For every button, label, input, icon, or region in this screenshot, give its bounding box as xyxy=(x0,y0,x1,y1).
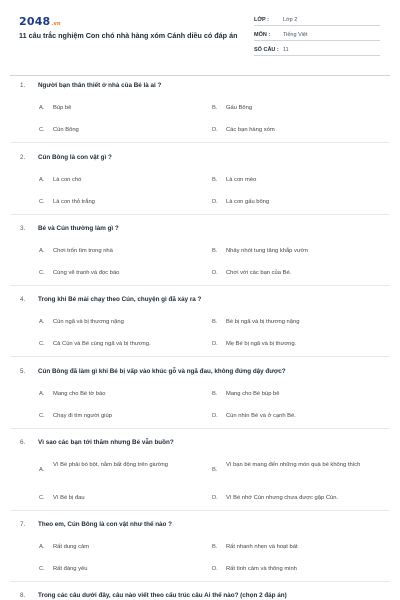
question-text: Trong các câu dưới đây, câu nào viết theo cấu trúc câu Ai thế nào? (chọn 2 đáp án) xyxy=(38,592,287,599)
option-text: Rất nhanh nhẹn và hoạt bát xyxy=(226,544,298,550)
option-letter: B. xyxy=(212,105,218,111)
question-number: 7. xyxy=(20,521,26,528)
option-letter: A. xyxy=(39,177,45,183)
question-text: Vì sao các bạn tới thăm nhưng Bé vẫn buồn? xyxy=(38,439,174,446)
meta-question-count xyxy=(254,45,380,56)
option-letter: B. xyxy=(212,248,218,254)
option-text: Là con mèo xyxy=(226,177,257,183)
option-letter: D. xyxy=(212,270,218,276)
option-letter: D. xyxy=(212,495,218,501)
question-separator xyxy=(10,581,390,582)
option-letter: B. xyxy=(212,177,218,183)
document-header xyxy=(0,0,400,80)
option-letter: A. xyxy=(39,105,45,111)
option-text: Mẹ Bé bị ngã và bị thương. xyxy=(226,341,297,347)
option-letter: A. xyxy=(39,544,45,550)
option-text: Rất dung cảm xyxy=(53,544,90,550)
option-text: Cùng vẽ tranh và đọc báo xyxy=(53,270,120,276)
header-divider xyxy=(10,75,390,76)
option-text: Bé bị ngã và bị thương nặng xyxy=(226,319,300,325)
meta-value: 11 xyxy=(283,47,289,53)
option-letter: B. xyxy=(212,391,218,397)
question-number: 6. xyxy=(20,439,26,446)
option-text: Các bạn hàng xóm xyxy=(226,127,275,133)
meta-key: SỐ CÂU : xyxy=(254,47,279,53)
option-letter: A. xyxy=(39,248,45,254)
option-letter: C. xyxy=(39,270,45,276)
question-number: 1. xyxy=(20,82,26,89)
option-text: Gấu Bông xyxy=(226,105,253,111)
option-text: Là con chó xyxy=(53,177,82,183)
question-separator xyxy=(10,285,390,286)
option-letter: A. xyxy=(39,467,45,473)
logo-suffix: .vn xyxy=(51,21,61,27)
question-separator xyxy=(10,428,390,429)
site-logo[interactable] xyxy=(19,15,61,28)
option-letter: C. xyxy=(39,413,45,419)
meta-grade xyxy=(254,15,380,26)
question-text: Người bạn thân thiết ở nhà của Bé là ai ? xyxy=(38,82,162,89)
option-letter: D. xyxy=(212,199,218,205)
option-text: Cún ngã và bị thương nặng xyxy=(53,319,124,325)
logo-text: 2048 xyxy=(19,15,51,28)
question-number: 3. xyxy=(20,225,26,232)
question-text: Cún Bông đã làm gì khi Bé bị vấp vào khúc gỗ và ngã đau, không đứng dậy được? xyxy=(38,368,286,375)
question-separator xyxy=(10,214,390,215)
option-text: Vì Bé nhớ Cún nhưng chưa được gặp Cún. xyxy=(226,495,339,501)
meta-key: LỚP : xyxy=(254,17,269,23)
option-letter: D. xyxy=(212,566,218,572)
document-title: 11 câu trắc nghiệm Con chó nhà hàng xóm Cánh diều có đáp án xyxy=(19,31,238,40)
option-text: Mang cho Bé tờ báo xyxy=(53,391,106,397)
option-text: Chạy đi tìm người giúp xyxy=(53,413,112,419)
option-letter: C. xyxy=(39,127,45,133)
option-letter: D. xyxy=(212,341,218,347)
option-text: Búp bê xyxy=(53,105,72,111)
option-text: Rất tình cảm và thông minh xyxy=(226,566,297,572)
question-number: 2. xyxy=(20,154,26,161)
option-letter: C. xyxy=(39,495,45,501)
question-separator xyxy=(10,142,390,143)
option-letter: B. xyxy=(212,467,218,473)
option-letter: C. xyxy=(39,199,45,205)
option-text: Chơi với các bạn của Bé. xyxy=(226,270,292,276)
question-separator xyxy=(10,510,390,511)
option-text: Vì Bé bị đau xyxy=(53,495,85,501)
question-text: Trong khi Bé mải chạy theo Cún, chuyện gì đã xảy ra ? xyxy=(38,296,202,303)
option-text: Vì bạn bè mang đến những món quà bé không thích xyxy=(226,462,361,468)
option-letter: A. xyxy=(39,319,45,325)
option-text: Là con gấu bông xyxy=(226,199,270,205)
question-number: 4. xyxy=(20,296,26,303)
option-letter: B. xyxy=(212,319,218,325)
option-text: Cún nhìn Bé và ở cạnh Bé. xyxy=(226,413,296,419)
option-text: Là con thỏ trắng xyxy=(53,199,95,205)
option-text: Rất đáng yêu xyxy=(53,566,88,572)
option-text: Mang cho Bé búp bê xyxy=(226,391,280,397)
question-number: 5. xyxy=(20,368,26,375)
question-text: Bé và Cún thường làm gì ? xyxy=(38,225,119,232)
option-text: Cả Cún và Bé cùng ngã và bị thương. xyxy=(53,341,151,347)
meta-value: Lớp 2 xyxy=(283,17,298,23)
question-text: Theo em, Cún Bông là con vật như thế nào ? xyxy=(38,521,172,528)
question-text: Cún Bông là con vật gì ? xyxy=(38,154,112,161)
option-text: Chơi trốn tìm trong nhà xyxy=(53,248,113,254)
option-text: Vì Bé phải bó bột, nằm bất động trên giường xyxy=(53,462,169,468)
option-letter: A. xyxy=(39,391,45,397)
option-letter: C. xyxy=(39,341,45,347)
option-text: Cún Bông xyxy=(53,127,79,133)
option-letter: D. xyxy=(212,127,218,133)
option-letter: C. xyxy=(39,566,45,572)
option-text: Nhảy nhót tung tăng khắp vườn xyxy=(226,248,308,254)
question-separator xyxy=(10,356,390,357)
meta-key: MÔN : xyxy=(254,32,271,38)
meta-subject xyxy=(254,30,380,41)
meta-value: Tiếng Việt xyxy=(283,32,308,38)
option-letter: B. xyxy=(212,544,218,550)
option-letter: D. xyxy=(212,413,218,419)
question-number: 8. xyxy=(20,592,26,599)
